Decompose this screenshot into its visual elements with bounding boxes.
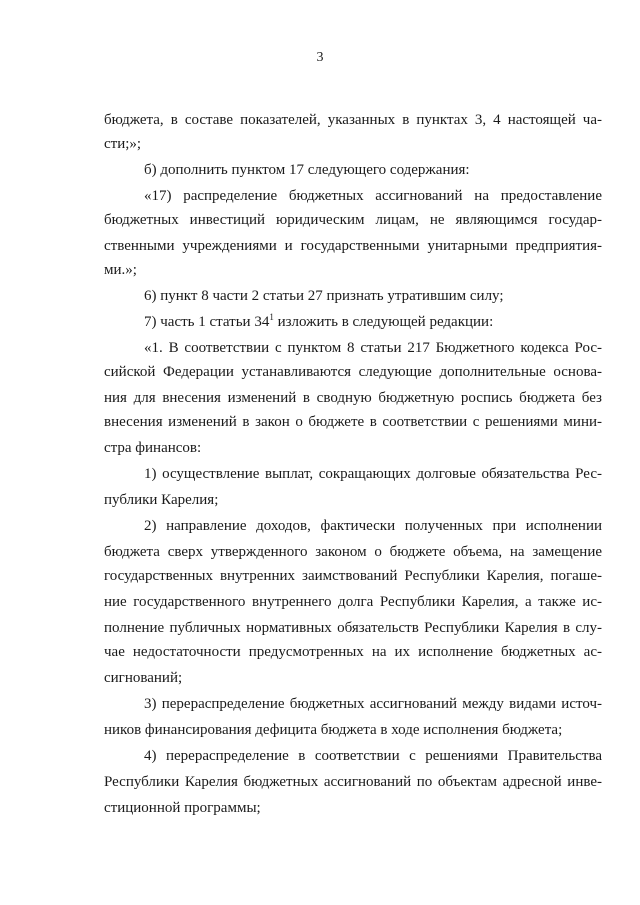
text-line: ственными учреждениями и государственными унитарными предприятия- [104,238,602,254]
text-line: 3) перераспределение бюджетных ассигнований между видами источ- [144,696,602,712]
text-line: бюджета, в составе показателей, указанных в пунктах 3, 4 настоящей ча- [104,112,602,128]
text-line: 6) пункт 8 части 2 статьи 27 признать утратившим силу; [144,288,504,304]
text-line: 1) осуществление выплат, сокращающих долговые обязательства Рес- [144,466,602,482]
superscript: 1 [269,312,274,322]
page-number: 3 [316,50,324,65]
text-line: бюджетных инвестиций юридическим лицам, не являющимся государ- [104,212,602,228]
text-line: бюджета сверх утвержденного законом о бюджете объема, на замещение [104,544,602,560]
text-line: стра финансов: [104,440,202,456]
text-line [144,312,602,332]
text-line: «1. В соответствии с пунктом 8 статьи 217 Бюджетного кодекса Рос- [144,340,602,356]
text-fragment: 7) часть 1 статьи 34 [144,314,270,330]
text-line: сти;»; [104,136,142,152]
text-line: «17) распределение бюджетных ассигнований на предоставление [144,188,602,204]
text-line: б) дополнить пунктом 17 следующего содержания: [144,162,470,178]
text-line: полнение публичных нормативных обязательств Республики Карелия в слу- [104,620,602,636]
text-line: публики Карелия; [104,492,219,508]
text-line: стиционной программы; [104,800,261,816]
text-line: Республики Карелия бюджетных ассигнований по объектам адресной инве- [104,774,602,790]
text-line: ние государственного внутреннего долга Республики Карелия, а также ис- [104,594,602,610]
text-line: 2) направление доходов, фактически полученных при исполнении [144,518,602,534]
text-line: ми.»; [104,262,137,278]
text-line: 4) перераспределение в соответствии с решениями Правительства [144,748,602,764]
text-fragment: изложить в следующей редакции: [273,314,494,330]
text-line: ников финансирования дефицита бюджета в ходе исполнения бюджета; [104,722,563,738]
text-line: сигнований; [104,670,183,686]
text-line: государственных внутренних заимствований Республики Карелия, погаше- [104,568,602,584]
text-line: сийской Федерации устанавливаются следующие дополнительные основа- [104,364,602,380]
text-line: внесения изменений в закон о бюджете в соответствии с решениями мини- [104,414,602,430]
text-line: ния для внесения изменений в сводную бюджетную роспись бюджета без [104,390,602,406]
text-line: чае недостаточности предусмотренных на их исполнение бюджетных ас- [104,644,602,660]
